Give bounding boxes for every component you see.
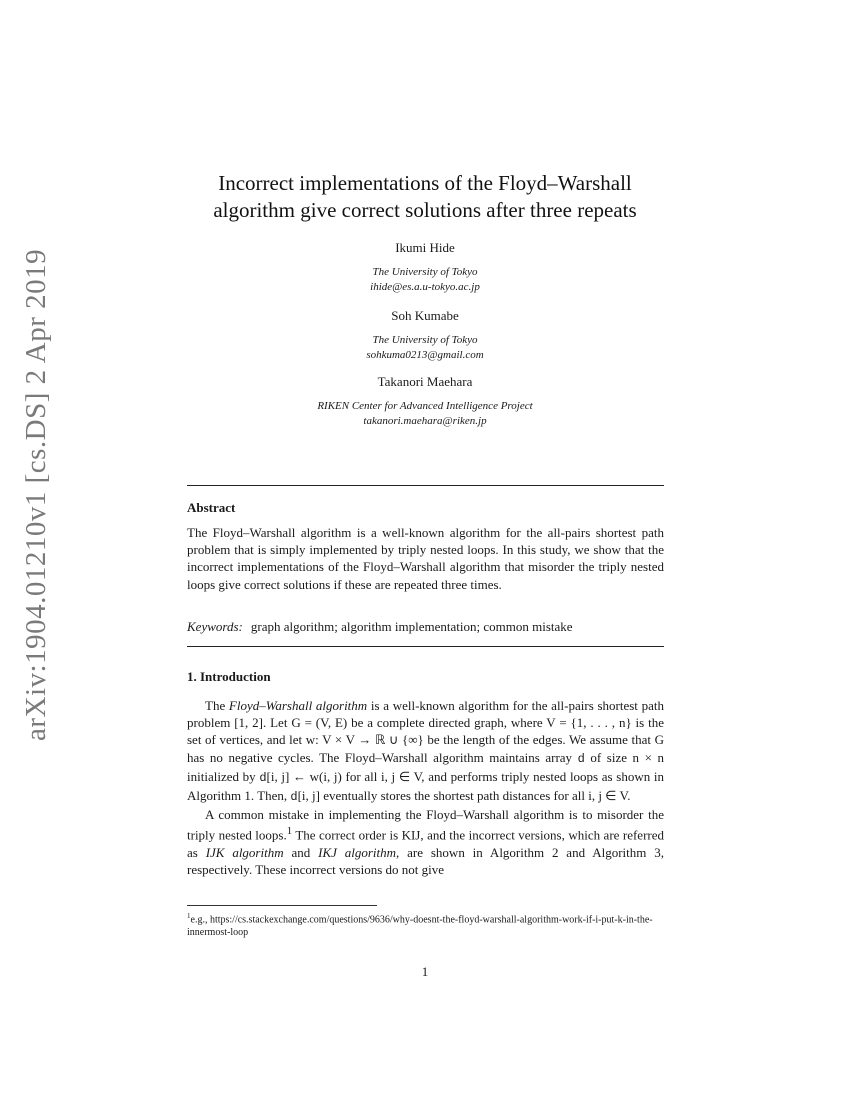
author-email: sohkuma0213@gmail.com <box>366 349 484 361</box>
term: Floyd–Warshall algorithm <box>228 698 368 713</box>
footnote-rule <box>187 905 377 906</box>
author-block-2 <box>0 308 850 361</box>
arxiv-identifier: arXiv:1904.01210v1 [cs.DS] 2 Apr 2019 <box>20 248 52 741</box>
author-email: takanori.maehara@riken.jp <box>363 415 487 427</box>
author-affiliation: The University of Tokyo <box>372 266 478 278</box>
paragraph: The Floyd–Warshall algorithm is a well-known algorithm for the all-pairs shortest path problem [1, 2]. Let G = (V, E) be a complete directed graph, where V = {1, . . . , n} is the set of vertices, and let w: V × V → ℝ ∪ {∞} be the length of the edges. We assume that G has no negative cycles. The Floyd–Warshall algorithm maintains array d of size n × n initialized by d[i, j] ← w(i, j) for all i, j ∈ V, and performs triply nested loops as shown in Algorithm 1. Then, d[i, j] eventually stores the shortest path distances for all i, j ∈ V. <box>187 698 665 805</box>
footnote-number: 1 <box>187 912 191 920</box>
author-name: Soh Kumabe <box>391 308 459 323</box>
author-affiliation: The University of Tokyo <box>372 334 478 346</box>
author-email: ihide@es.a.u-tokyo.ac.jp <box>370 281 480 293</box>
author-affiliation: RIKEN Center for Advanced Intelligence Project <box>317 400 533 412</box>
abstract-top-rule <box>187 485 664 486</box>
footnote <box>187 910 664 939</box>
footnote-marker: 1 <box>286 825 293 838</box>
term: IJK algorithm <box>205 844 284 860</box>
paragraph: A common mistake in implementing the Floyd–Warshall algorithm is to misorder the triply nested loops.$^1$ The correct order is KIJ, and the incorrect versions, which are referred as IJK algorithm and IKJ algorithm, are shown in Algorithm 2 and Algorithm 3, respectively. These incorrect versions do not give <box>187 807 665 878</box>
title-line-1: Incorrect implementations of the Floyd–Warshall <box>218 171 632 195</box>
footnote-text: e.g., https://cs.stackexchange.com/questions/9636/why-doesnt-the-floyd-warshall-algorithm-work-if-i-put-k-in-the-innermost-loop <box>187 914 653 939</box>
abstract-text: The Floyd–Warshall algorithm is a well-known algorithm for the all-pairs shortest path problem that is simply implemented by triply nested loops. In this study, we show that the incorrect implementations of the Floyd–Warshall algorithm that misorder the triply nested loops give correct solutions if these are repeated three times. <box>187 525 664 592</box>
keywords <box>187 619 573 635</box>
abstract-heading: Abstract <box>187 500 236 515</box>
title-line-2: algorithm give correct solutions after three repeats <box>213 198 637 222</box>
term: IKJ algorithm <box>318 844 397 860</box>
paper-title <box>0 170 850 224</box>
author-name: Ikumi Hide <box>395 240 455 255</box>
section-heading-introduction: 1. Introduction <box>187 669 271 684</box>
author-block-1 <box>0 240 850 293</box>
author-name: Takanori Maehara <box>377 374 473 389</box>
abstract-bottom-rule <box>187 646 664 647</box>
author-block-3 <box>0 374 850 427</box>
introduction-body <box>187 697 664 878</box>
keywords-list: graph algorithm; algorithm implementation; common mistake <box>250 619 573 634</box>
keywords-label: Keywords: <box>187 619 243 634</box>
page-number: 1 <box>421 964 429 979</box>
